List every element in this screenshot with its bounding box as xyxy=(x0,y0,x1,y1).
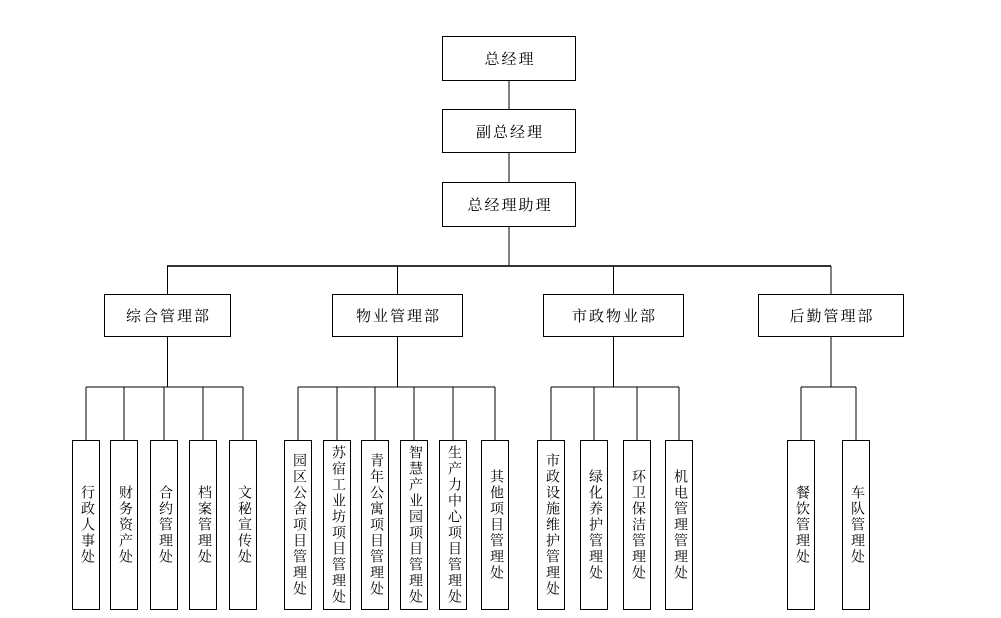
leaf-node xyxy=(481,440,509,610)
leaf-label: 财务资产处 xyxy=(117,485,132,565)
department-node-municipal-property xyxy=(543,294,684,337)
department-label: 后勤管理部 xyxy=(789,309,875,325)
node-label: 副总经理 xyxy=(475,124,544,141)
leaf-node xyxy=(400,440,428,610)
leaf-label: 其他项目管理处 xyxy=(488,469,503,581)
leaf-label: 合约管理处 xyxy=(157,485,172,565)
leaf-label: 青年公寓项目管理处 xyxy=(368,453,383,597)
leaf-node xyxy=(580,440,608,610)
leaf-node xyxy=(189,440,217,610)
leaf-node xyxy=(229,440,257,610)
leaf-label: 车队管理处 xyxy=(849,485,864,565)
leaf-label: 生产力中心项目管理处 xyxy=(446,445,461,605)
department-node-property-mgmt xyxy=(332,294,463,337)
node-general-manager xyxy=(442,36,576,81)
department-node-comprehensive-mgmt xyxy=(104,294,231,337)
leaf-node xyxy=(323,440,351,610)
leaf-node xyxy=(665,440,693,610)
leaf-node xyxy=(537,440,565,610)
leaf-label: 环卫保洁管理处 xyxy=(630,469,645,581)
leaf-label: 园区公舍项目管理处 xyxy=(291,453,306,597)
leaf-label: 市政设施维护管理处 xyxy=(544,453,559,597)
leaf-label: 绿化养护管理处 xyxy=(587,469,602,581)
node-deputy-general-manager xyxy=(442,109,576,153)
leaf-node xyxy=(623,440,651,610)
leaf-label: 文秘宣传处 xyxy=(236,485,251,565)
leaf-node xyxy=(842,440,870,610)
leaf-label: 机电管理管理处 xyxy=(672,469,687,581)
leaf-node xyxy=(439,440,467,610)
leaf-node xyxy=(284,440,312,610)
leaf-node xyxy=(110,440,138,610)
department-label: 市政物业部 xyxy=(571,309,657,325)
leaf-label: 行政人事处 xyxy=(79,485,94,565)
leaf-node xyxy=(150,440,178,610)
leaf-node xyxy=(787,440,815,610)
leaf-label: 档案管理处 xyxy=(196,485,211,565)
node-label: 总经理助理 xyxy=(467,198,553,214)
node-label: 总经理 xyxy=(484,52,536,68)
leaf-label: 苏宿工业坊项目管理处 xyxy=(330,445,345,605)
node-general-manager-assistant xyxy=(442,182,576,227)
leaf-node xyxy=(361,440,389,610)
leaf-label: 餐饮管理处 xyxy=(794,485,809,565)
department-label: 物业管理部 xyxy=(355,309,441,325)
department-node-logistics-mgmt xyxy=(758,294,904,337)
department-label: 综合管理部 xyxy=(125,309,211,325)
leaf-node xyxy=(72,440,100,610)
leaf-label: 智慧产业园项目管理处 xyxy=(407,445,422,605)
